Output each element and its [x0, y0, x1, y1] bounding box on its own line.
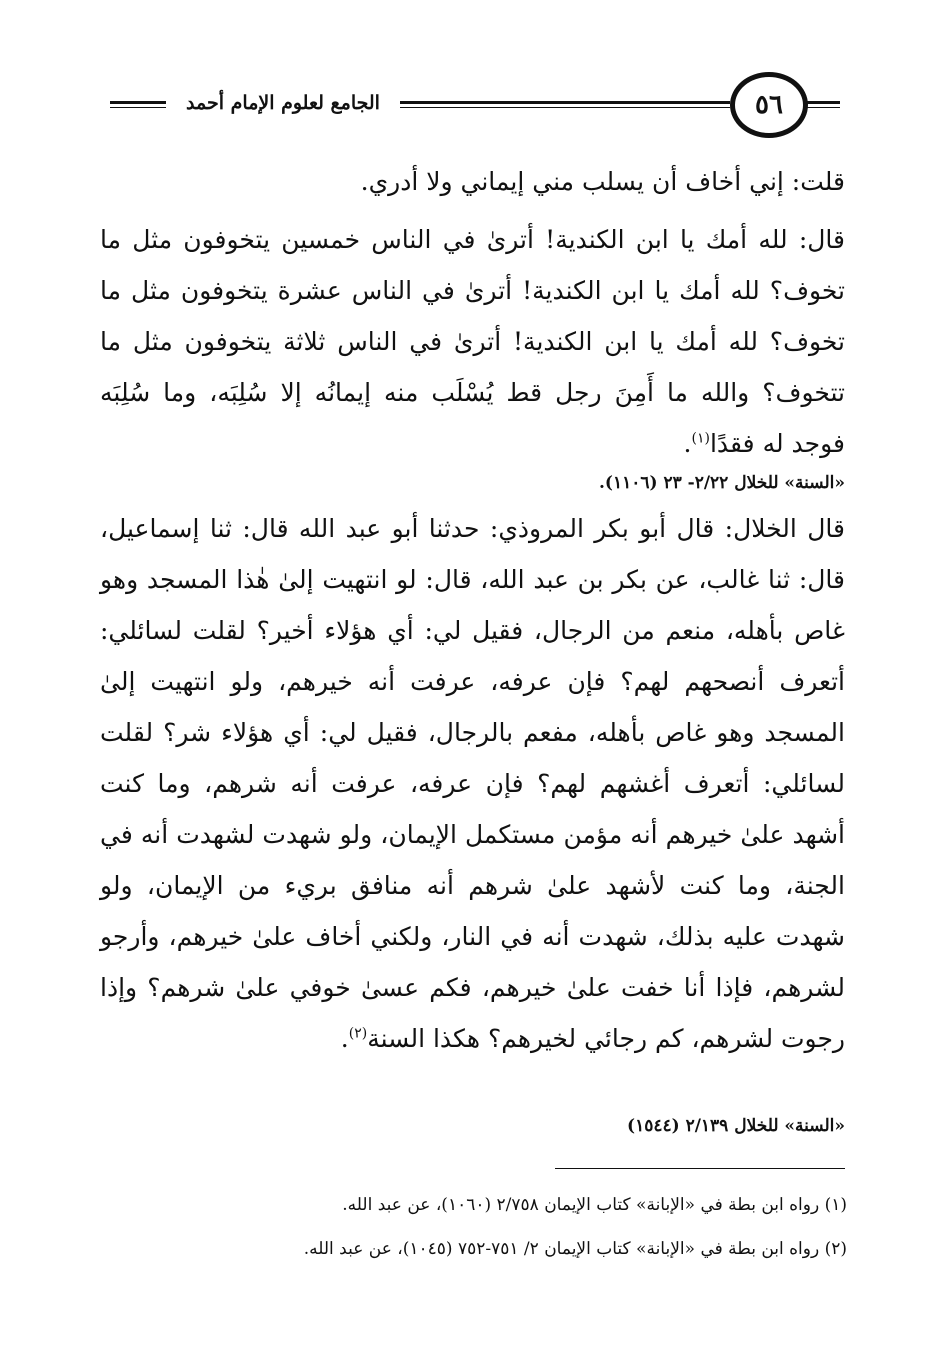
paragraph-1-text: قلت: إني أخاف أن يسلب مني إيماني ولا أدري.: [360, 167, 845, 196]
running-title: الجامع لعلوم الإمام أحمد: [168, 92, 398, 114]
footnote-2: (٢) رواه ابن بطة في «الإبانة» كتاب الإيمان ٢/ ٧٥١-٧٥٢ (١٠٤٥)، عن عبد الله.: [303, 1239, 847, 1259]
source-citation-1: «السنة» للخلال ٢/٢٢- ٢٣ (١١٠٦).: [598, 473, 845, 493]
footnote-1: (١) رواه ابن بطة في «الإبانة» كتاب الإيمان ٢/٧٥٨ (١٠٦٠)، عن عبد الله.: [342, 1195, 847, 1215]
footnote-ref-2[interactable]: (٢): [348, 1025, 368, 1042]
footnote-separator: [555, 1168, 845, 1169]
header-rule-middle-thin: [400, 107, 730, 108]
paragraph-1: [100, 156, 845, 207]
paragraph-3-text: قال الخلال: قال أبو بكر المروذي: حدثنا أبو عبد الله قال: ثنا إسماعيل، قال: ثنا غالب، عن بكر بن عبد الله، قال: لو انتهيت إلىٰ هٰذا المسجد وهو غاص بأهله، منعم من الرجال، فقيل لي: أي هؤلاء أخير؟ لقلت لسائلي: أتعرف أنصحهم لهم؟ فإن عرفه، عرفت أنه خيرهم، ولو انتهيت إلىٰ المسجد وهو غاص بأهله، مفعم بالرجال، فقيل لي: أي هؤلاء شر؟ لقلت لسائلي: أتعرف أغشهم لهم؟ فإن عرفه، عرفت أنه شرهم، وما كنت أشهد علىٰ خيرهم أنه مؤمن مستكمل الإيمان، ولو شهدت لشهدت أنه في الجنة، وما كنت لأشهد علىٰ شرهم أنه منافق بريء من الإيمان، ولو شهدت عليه بذلك، شهدت أنه في النار، ولكني أخاف علىٰ خيرهم، وأرجو لشرهم، فإذا أنا خفت علىٰ خيرهم، فكم عسىٰ خوفي علىٰ شرهم؟ وإذا رجوت لشرهم، كم رجائي لخيرهم؟ هكذا السنة: [100, 514, 845, 1053]
header-rule-left-thin: [110, 107, 166, 108]
page-header: [110, 70, 840, 140]
paragraph-3-end: .: [340, 1024, 349, 1053]
footnote-ref-1[interactable]: (١): [691, 430, 710, 447]
header-rule-middle: [400, 101, 730, 104]
header-rule-left: [110, 101, 166, 104]
paragraph-2: [100, 214, 845, 469]
paragraph-2-end: .: [683, 429, 692, 458]
paragraph-3: [100, 503, 845, 1064]
paragraph-2-text: قال: لله أمك يا ابن الكندية! أترىٰ في الناس خمسين يتخوفون مثل ما تخوف؟ لله أمك يا ابن الكندية! أترىٰ في الناس عشرة يتخوفون مثل ما تخوف؟ لله أمك يا ابن الكندية! أترىٰ في الناس ثلاثة يتخوفون مثل ما تتخوف؟ والله ما أَمِنَ رجل قط يُسْلَب منه إيمانُه إلا سُلِبَه، وما سُلِبَه فوجد له فقدًا: [100, 225, 845, 458]
page-number: ٥٦: [730, 72, 808, 138]
source-citation-2: «السنة» للخلال ٢/١٣٩ (١٥٤٤): [627, 1116, 845, 1136]
